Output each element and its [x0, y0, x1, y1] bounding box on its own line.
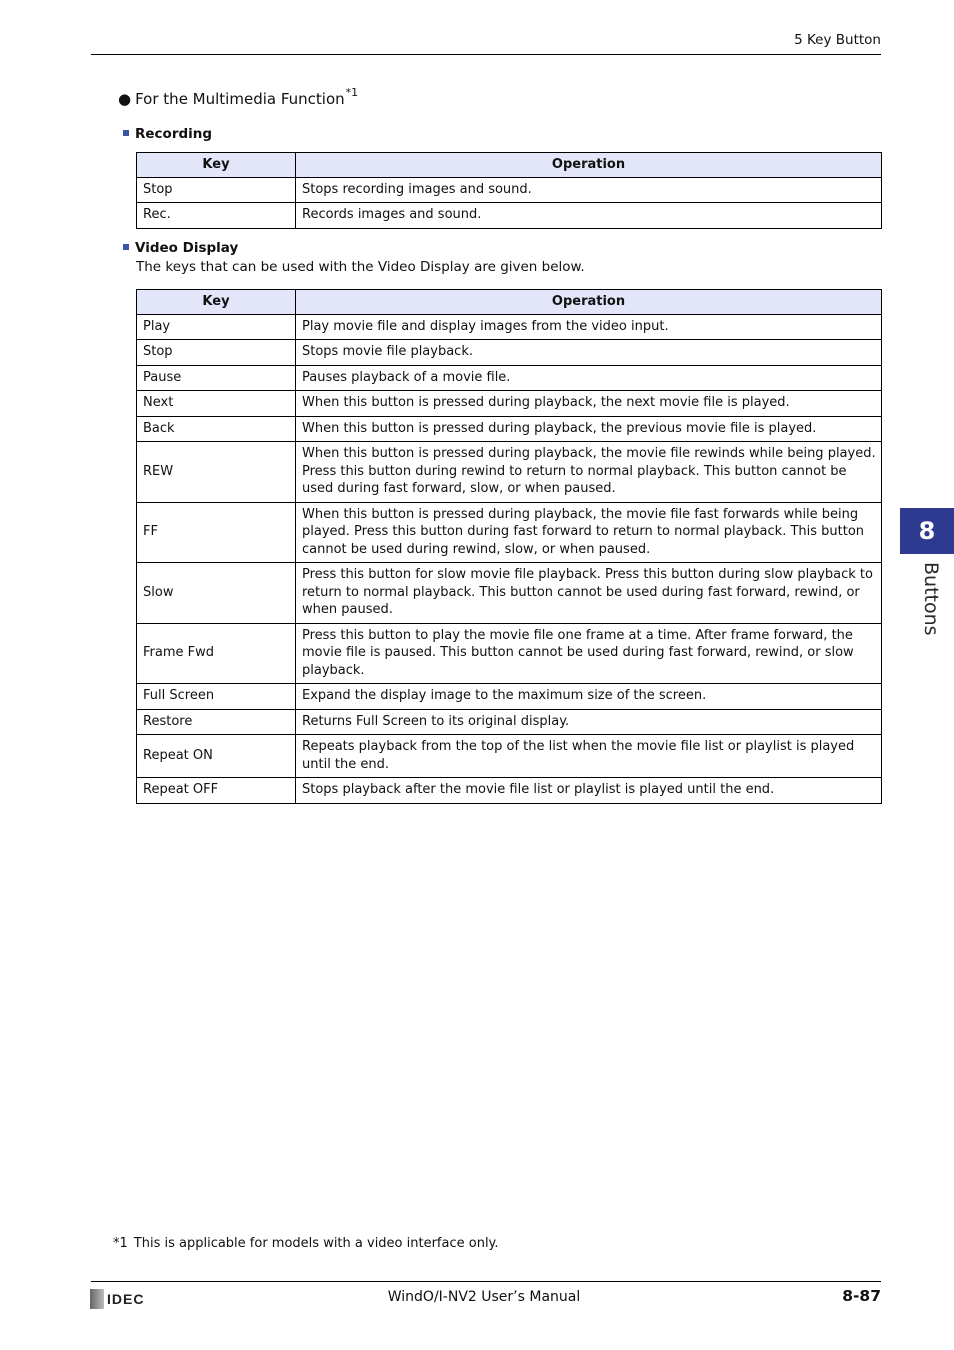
key-cell: Back: [137, 416, 296, 442]
operation-cell: Stops movie file playback.: [296, 340, 882, 366]
table-row: [137, 203, 882, 229]
operation-cell: Expand the display image to the maximum size of the screen.: [296, 684, 882, 710]
table-row: [137, 623, 882, 684]
key-cell: Stop: [137, 177, 296, 203]
table-row: [137, 563, 882, 624]
video-display-description: The keys that can be used with the Video Display are given below.: [136, 259, 585, 275]
table-row: [137, 684, 882, 710]
recording-heading: [123, 126, 212, 142]
table-row: [137, 340, 882, 366]
footnote: [113, 1236, 499, 1251]
video-display-heading-text: Video Display: [135, 240, 239, 256]
recording-table: [136, 152, 882, 229]
key-cell: Next: [137, 391, 296, 417]
page-number: 8-87: [842, 1287, 881, 1305]
operation-cell: When this button is pressed during playback, the previous movie file is played.: [296, 416, 882, 442]
manual-title: WindO/I-NV2 User’s Manual: [387, 1289, 581, 1305]
recording-heading-text: Recording: [135, 126, 213, 142]
table-row: [137, 177, 882, 203]
section-heading: [118, 88, 358, 108]
key-cell: Full Screen: [137, 684, 296, 710]
table-header-row: [137, 290, 882, 315]
key-cell: FF: [137, 502, 296, 563]
operation-cell: Stops playback after the movie file list or playlist is played until the end.: [296, 778, 882, 804]
logo-text: IDEC: [107, 1291, 145, 1307]
operation-cell: Stops recording images and sound.: [296, 177, 882, 203]
table-header-row: [137, 153, 882, 178]
footer-rule: [91, 1281, 881, 1282]
operation-cell: When this button is pressed during playback, the movie file rewinds while being played. Press this button during rewind to return to normal playback. This button cannot be used during fast forward, slow, or when paused.: [296, 442, 882, 503]
key-cell: Repeat OFF: [137, 778, 296, 804]
key-cell: Slow: [137, 563, 296, 624]
operation-cell: Play movie file and display images from the video input.: [296, 314, 882, 340]
operation-cell: Press this button for slow movie file playback. Press this button during slow playback to return to normal playback. This button cannot be used during fast forward, rewind, or when paused.: [296, 563, 882, 624]
key-cell: Restore: [137, 709, 296, 735]
key-cell: Repeat ON: [137, 735, 296, 778]
chapter-tab[interactable]: 8: [900, 508, 954, 554]
video-display-table: [136, 289, 882, 804]
section-heading-text: For the Multimedia Function: [135, 90, 345, 108]
table-row: [137, 778, 882, 804]
operation-cell: Press this button to play the movie file one frame at a time. After frame forward, the movie file is paused. This button cannot be used during fast forward, rewind, or slow playback.: [296, 623, 882, 684]
footnote-ref[interactable]: *1: [345, 86, 359, 99]
table-row: [137, 709, 882, 735]
key-cell: Stop: [137, 340, 296, 366]
key-cell: Rec.: [137, 203, 296, 229]
column-header-operation: Operation: [296, 153, 882, 178]
bullet-icon: ●: [118, 90, 132, 108]
table-row: [137, 735, 882, 778]
square-bullet-icon: [123, 130, 129, 136]
operation-cell: When this button is pressed during playback, the next movie file is played.: [296, 391, 882, 417]
footnote-mark: *1: [113, 1236, 128, 1251]
column-header-operation: Operation: [296, 290, 882, 315]
chapter-label: [908, 562, 948, 642]
table-row: [137, 502, 882, 563]
table-row: [137, 314, 882, 340]
footnote-text: This is applicable for models with a video interface only.: [133, 1236, 499, 1251]
operation-cell: Records images and sound.: [296, 203, 882, 229]
table-row: [137, 391, 882, 417]
column-header-key: Key: [137, 153, 296, 178]
operation-cell: Repeats playback from the top of the list when the movie file list or playlist is played until the end.: [296, 735, 882, 778]
key-cell: REW: [137, 442, 296, 503]
running-header-title: 5 Key Button: [794, 32, 881, 48]
video-display-heading: [123, 240, 238, 256]
key-cell: Frame Fwd: [137, 623, 296, 684]
table-row: [137, 442, 882, 503]
key-cell: Play: [137, 314, 296, 340]
key-cell: Pause: [137, 365, 296, 391]
operation-cell: When this button is pressed during playback, the movie file fast forwards while being played. Press this button during fast forward to return to normal playback. This button cannot be used during rewind, slow, or when paused.: [296, 502, 882, 563]
operation-cell: Pauses playback of a movie file.: [296, 365, 882, 391]
square-bullet-icon: [123, 244, 129, 250]
table-row: [137, 416, 882, 442]
chapter-label-text: Buttons: [920, 562, 942, 636]
table-row: [137, 365, 882, 391]
column-header-key: Key: [137, 290, 296, 315]
header-rule: [91, 54, 881, 55]
operation-cell: Returns Full Screen to its original display.: [296, 709, 882, 735]
